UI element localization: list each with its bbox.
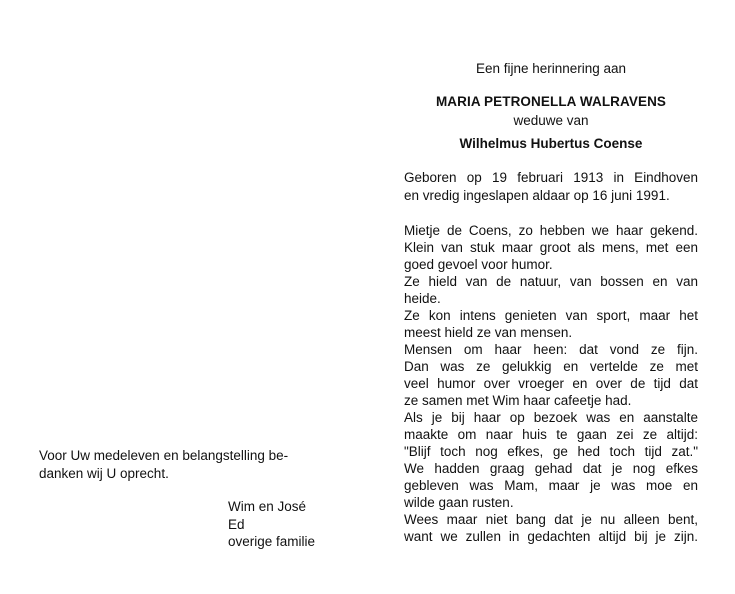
poem-line: We hadden graag gehad dat je nog efkes (404, 461, 698, 476)
biography-line: en vredig ingeslapen aldaar op 16 juni 1991. (404, 187, 670, 203)
poem-line: meest hield ze van mensen. (404, 325, 573, 340)
biography (404, 169, 698, 204)
signer-line: overige familie (228, 534, 316, 549)
poem-line: Ze kon intens genieten van sport, maar het (404, 308, 698, 323)
intro-text: Een fijne herinnering aan (475, 61, 627, 76)
poem-line: Mietje de Coens, zo hebben we haar gekend. (404, 223, 698, 238)
poem-line: Als je bij haar op bezoek was en aanstalte (404, 410, 698, 425)
thanks-line: Voor Uw medeleven en belangstelling be- (39, 448, 289, 463)
poem-line: "Blijf toch nog efkes, ge hed toch tijd zat." (404, 444, 698, 459)
poem-line: Ze hield van de natuur, van bossen en van (404, 274, 698, 289)
poem-line: Dan was ze gelukkig en vertelde ze met (404, 359, 698, 374)
biography-line: Geboren op 19 februari 1913 in Eindhoven (404, 170, 698, 185)
left-panel (39, 447, 339, 551)
right-panel (404, 60, 698, 545)
poem-line: veel humor over vroeger en over de tijd dat (404, 376, 698, 391)
poem-line: ze samen met Wim haar cafeetje had. (404, 393, 632, 408)
thanks-line: danken wij U oprecht. (39, 465, 169, 481)
memorial-header (404, 60, 698, 152)
poem-line: Mensen om haar heen: dat vond ze fijn. (404, 342, 698, 357)
poem-line: gebleven was Mam, maar je was moe en (404, 478, 698, 493)
poem-line: wilde gaan rusten. (404, 495, 514, 510)
poem-line: goed gevoel voor humor. (404, 257, 553, 272)
poem-line: Klein van stuk maar groot als mens, met een (404, 240, 698, 255)
widow-of-text: weduwe van (513, 113, 589, 128)
deceased-name: MARIA PETRONELLA WALRAVENS (435, 93, 667, 109)
husband-name: Wilhelmus Hubertus Coense (459, 135, 643, 151)
signers (228, 498, 339, 551)
poem (404, 222, 698, 545)
thanks-message (39, 447, 339, 482)
poem-line: maakte om naar huis te gaan zei ze altijd: (404, 427, 698, 442)
poem-line: Wees maar niet bang dat je nu alleen bent, (404, 512, 698, 527)
poem-line: want we zullen in gedachten altijd bij je zijn. (404, 529, 698, 544)
poem-line: heide. (404, 291, 441, 306)
signer-line: Wim en José (228, 499, 307, 514)
signer-line: Ed (228, 516, 245, 532)
